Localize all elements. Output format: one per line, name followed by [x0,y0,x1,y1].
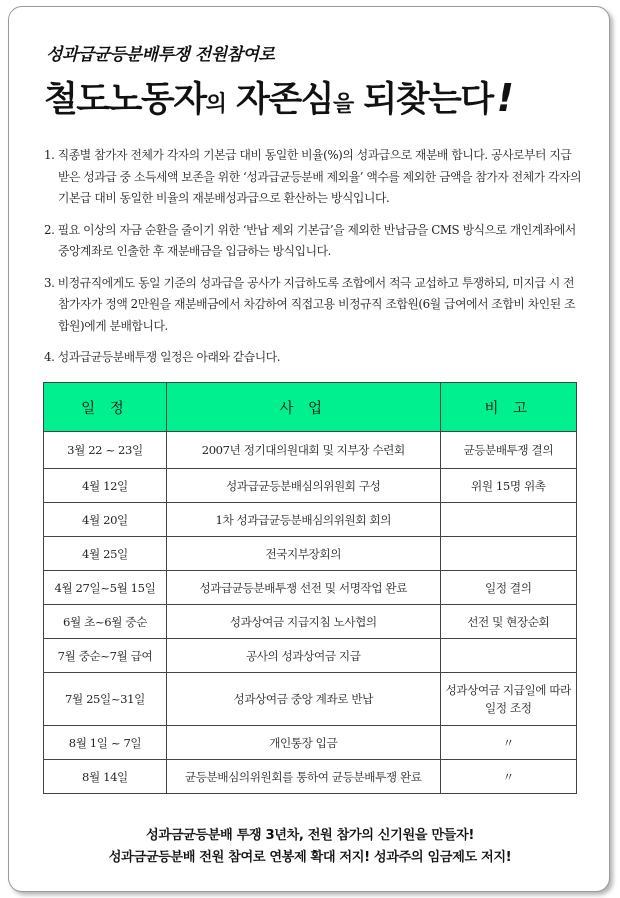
cell-note [440,639,576,673]
cell-business: 1차 성과급균등분배심의위원회 회의 [166,503,440,537]
cell-note: 위원 15명 위촉 [440,469,576,503]
cell-schedule: 7월 중순~7월 급여 [44,639,167,673]
table-row [44,639,577,673]
cell-note: 선전 및 현장순회 [440,605,576,639]
headline-part1: 철도노동자 [44,80,206,120]
cell-business: 균등분배심의위원회를 통하여 균등분배투쟁 완료 [166,760,440,794]
cell-note: 일정 결의 [440,571,576,605]
cell-note: 〃 [440,726,576,760]
item-1: 1. 직종별 참가자 전체가 각자의 기본급 대비 동일한 비율(%)의 성과급으로 재분배 합니다. 공사로부터 지급 받은 성과급 중 소득세액 보존을 위한 ‘성과급균등분배 제외율’ 액수를 제외한 금액을 참가자 전체가 각자의 기본급 대비 동일한 비율의 재분배성과급으로 환산하는 방식입니다. [44,148,582,205]
table-row [44,673,577,726]
item-4: 4. 성과급균등분배투쟁 일정은 아래와 같습니다. [44,350,281,364]
cell-schedule: 7월 25일~31일 [44,673,167,726]
cell-note: 성과상여금 지급일에 따라 일정 조정 [440,673,576,726]
table-row [44,503,577,537]
cell-business: 성과급균등분배투쟁 선전 및 서명작업 완료 [166,571,440,605]
cell-schedule: 4월 12일 [44,469,167,503]
table-header-row [44,383,577,432]
headline [44,72,513,122]
cell-business: 공사의 성과상여금 지급 [166,639,440,673]
slogan-1: 성과금균등분배 투쟁 3년차, 전원 참가의 신기원을 만들자! [146,828,474,843]
table-row [44,605,577,639]
header-note: 비 고 [440,383,576,432]
cell-business: 성과급균등분배심의위원회 구성 [166,469,440,503]
cell-schedule: 4월 20일 [44,503,167,537]
headline-part2: 자존심 [236,80,333,120]
cell-business: 전국지부장회의 [166,537,440,571]
cell-schedule: 4월 25일 [44,537,167,571]
cell-note [440,537,576,571]
cell-business: 2007년 정기대의원대회 및 지부장 수련회 [166,432,440,469]
cell-business: 성과상여금 지급지침 노사협의 [166,605,440,639]
cell-note [440,503,576,537]
table-row [44,469,577,503]
cell-schedule: 6월 초~6월 중순 [44,605,167,639]
headline-part3: 되찾는다 [363,80,493,120]
headline-particle2: 을 [332,92,353,117]
cell-note: 〃 [440,760,576,794]
item-2: 2. 필요 이상의 자금 순환을 줄이기 위한 ‘반납 제외 기본급’을 제외한 반납금을 CMS 방식으로 개인계좌에서 중앙계좌로 인출한 후 재분배금을 입금하는 방식입니다. [44,222,576,258]
item-3: 3. 비정규직에게도 동일 기준의 성과급을 공사가 지급하도록 조합에서 적극 교섭하고 투쟁하되, 미지급 시 전 참가자가 정액 2만원을 재분배금에서 차감하여 직접고용 비정규직 조합원(6월 급여에서 조합비 차인된 조합원)에게 분배합니다. [44,275,576,333]
cell-note: 균등분배투쟁 결의 [440,432,576,469]
cell-business: 성과상여금 중앙 계좌로 반납 [166,673,440,726]
cell-schedule: 8월 1일 ~ 7일 [44,726,167,760]
slogan-2: 성과금균등분배 전원 참여로 연봉제 확대 저지! 성과주의 임금제도 저지! [108,850,512,865]
headline-exclaim: ! [496,76,513,120]
cell-schedule: 4월 27일~5월 15일 [44,571,167,605]
header-schedule: 일 정 [44,383,167,432]
headline-particle1: 의 [205,92,226,117]
table-row [44,432,577,469]
cell-schedule: 8월 14일 [44,760,167,794]
table-row [44,760,577,794]
table-row [44,537,577,571]
schedule-table [43,382,577,794]
table-row [44,726,577,760]
cell-schedule: 3월 22 ~ 23일 [44,432,167,469]
subtitle: 성과급균등분배투쟁 전원참여로 [46,45,275,65]
cell-business: 개인통장 입금 [166,726,440,760]
table-row [44,571,577,605]
body-text [44,145,584,379]
header-business: 사 업 [166,383,440,432]
